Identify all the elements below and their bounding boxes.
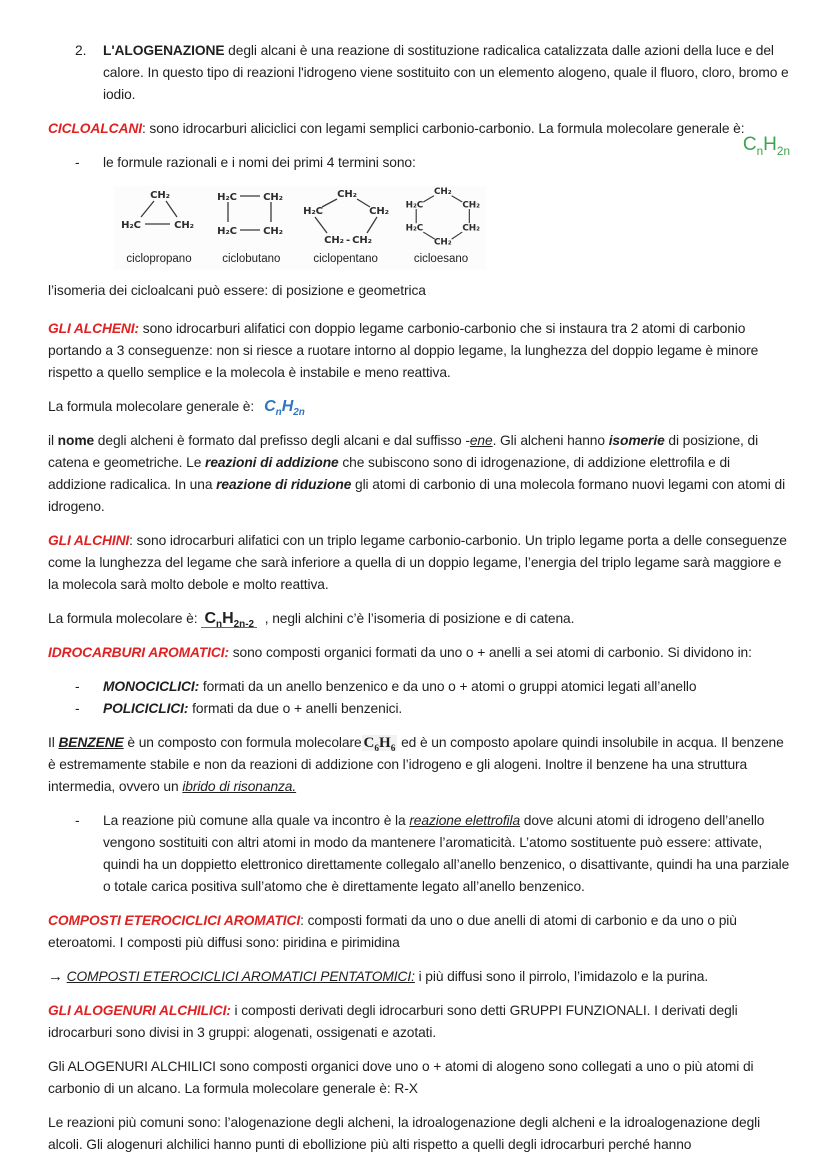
paragraph-nome-alcheni [48,430,790,518]
monociclici-text: formati da un anello benzenico e da uno o + atomi o gruppi atomici legati all’anello [199,679,697,694]
formula-h: H [379,735,391,751]
figure-cycloalkane-structures [114,186,486,270]
atom-h2c: H₂C [405,223,424,234]
paragraph-alogenuri-2: Gli ALOGENURI ALCHILICI sono composti organici dove uno o + atomi di alogeno sono collegati a uno o più atomi di carbonio di un alcano. La formula molecolare generale è: R-X [48,1059,754,1096]
atom-h2c: H₂C [121,220,141,231]
formula-c: C [363,735,375,751]
formula-sub-n: n [275,407,282,419]
label-cicloesano: cicloesano [413,253,469,265]
formula-alchini-after: , negli alchini c’è l’isomeria di posizione e di catena. [261,611,575,626]
paragraph-cicloalcani [48,118,790,140]
paragraph-pentatomici [48,966,790,988]
heading-alcheni: GLI ALCHENI: [48,321,140,336]
ciclopentano-drawing [299,186,393,248]
arrow-icon: → [48,968,63,985]
paragraph-benzene [48,732,790,798]
paragraph-alchini [48,530,790,596]
alcheni-text: sono idrocarburi alifatici con doppio legame carbonio-carbonio che si instaura tra 2 atomi di carbonio portando a 3 conseguenze: non si riesce a ruotare intorno al doppio legame, la lunghezza del doppio legame è minore rispetto a quello semplice e la molecola è instabile e meno reattiva. [48,321,759,380]
label-ciclobutano: ciclobutano [222,253,281,265]
formula-sub-6: 6 [390,744,396,754]
formula-sub-2n-2: 2n-2 [233,619,255,631]
text-run: La reazione più comune alla quale va incontro è la [103,813,410,828]
heading-cicloalcani: CICLOALCANI [48,121,142,136]
bullet-dash: - [75,155,80,170]
atom-ch2: CH₂ [462,223,480,234]
structure-cicloesano [396,186,486,270]
formula-sub-6: 6 [374,744,380,754]
label-ciclopropano: ciclopropano [126,253,192,265]
ciclobutano-drawing [207,186,295,242]
formula-cnh2n-blue [254,398,305,419]
pentatomici-text: i più diffusi sono il pirrolo, l’imidazolo e la purina. [414,969,709,984]
ibrido-risonanza-term: ibrido di risonanza. [182,779,297,794]
structure-ciclopropano [114,186,204,270]
label-ciclopentano: ciclopentano [313,253,378,265]
nome-term: nome [57,433,95,448]
reazione-riduzione-term: reazione di riduzione [216,477,352,492]
formula-h: H [281,398,294,415]
bullet-policiclici-body [103,698,790,720]
monociclici-term: MONOCICLICI: [103,679,200,694]
atom-ch2: CH₂ [462,200,480,211]
atom-ch2: CH₂ [174,220,194,231]
atom-ch2: CH₂ [150,190,170,201]
bullet-dash: - [75,679,80,694]
formula-sub-2n: 2n [293,407,305,419]
formula-alcheni-label: La formula molecolare generale è: [48,399,255,414]
text-run: dove alcuni atomi di idrogeno dell’anello vengono sostituiti con altri atomi in modo da mantenere l’aromaticità. L’atomo sostituente può essere: attivate, quindi ha un doppietto elettronico direttamente collegalo all’anello benzenico, o disattivante, quindi ha una parziale o totale carica positiva sull’atomo che è direttamente legato all’anello benzenico. [103,813,790,894]
bullet-dash: - [75,813,80,828]
text-run: . Gli alcheni hanno [492,433,609,448]
bullet-formule-razionali [48,134,790,174]
text-run: di posizione, di catena e geometriche. Le [48,433,759,470]
pentatomici-term: COMPOSTI ETEROCICLICI AROMATICI PENTATOMICI: [66,969,415,984]
cicloalcani-text: : sono idrocarburi aliciclici con legami semplici carbonio-carbonio. La formula molecolare generale è: [141,121,745,136]
reazione-elettrofila-term: reazione elettrofila [409,813,521,828]
bullet-reazione-elettrofila [48,810,790,898]
text-run: Il [48,735,59,750]
bullet-formule-text: le formule razionali e i nomi dei primi 4 termini sono: [103,155,416,170]
paragraph-reazioni-comuni: Le reazioni più comuni sono: l’alogenazione degli alcheni, la idroalogenazione degli alcheni e la idroalogenazione degli alcoli. Gli alogenuri alchilici hanno punti di ebollizione più alti rispetto a quelli degli idrocarburi perché hanno [48,1115,761,1152]
isomerie-term: isomerie [608,433,665,448]
ene-suffix: ene [469,433,493,448]
text-run: che subiscono sono di idrogenazione, di addizione elettrofila e di addizione radicalica. In una [48,455,731,492]
bullet-reazione-body [103,810,790,898]
heading-eterociclici: COMPOSTI ETEROCICLICI AROMATICI [48,913,301,928]
paragraph-isomeria: l’isomeria dei cicloalcani può essere: di posizione e geometrica [48,283,426,298]
paragraph-alcheni [48,318,790,384]
aromatici-text: sono composti organici formati da uno o + anelli a sei atomi di carbonio. Si dividono in: [228,645,752,660]
formula-c: C [204,610,217,627]
formula-sub-n: n [756,144,764,158]
text-run: ed è un composto apolare quindi insolubile in acqua. Il benzene è estremamente stabile e non da reazioni di addizione con l’idrogeno e gli alogeni. Inoltre il benzene ha una struttura intermedia, ovvero un [48,735,784,794]
formula-h: H [763,134,777,155]
formula-c: C [264,398,276,415]
formula-alchini-label: La formula molecolare è: [48,611,198,626]
eterociclici-text: : composti formati da uno o due anelli di atomi di carbonio e da uno o più eteroatomi. I composti più diffusi sono: piridina e pirimidina [48,913,737,950]
paragraph-formula-alchini [48,608,790,630]
text-run: il [48,433,58,448]
atom-ch2: CH₂ [323,235,344,246]
formula-c6h6 [362,735,398,754]
policiclici-term: POLICICLICI: [103,701,189,716]
structure-ciclobutano [207,186,295,270]
atom-h2c: H₂C [217,226,238,237]
atom-h2c: H₂C [405,200,424,211]
atom-ch2: CH₂ [263,192,284,203]
formula-cnh2n-2 [201,610,257,631]
paragraph-formula-alcheni [48,396,790,418]
alogenazione-term: L'ALOGENAZIONE [103,43,225,58]
text-run: degli alcheni è formato dal prefisso degli alcani e dal suffisso - [94,433,470,448]
ciclopropano-drawing [114,186,204,242]
alogenazione-text: degli alcani è una reazione di sostituzione radicalica catalizzata dalle azioni della luce e del calore. In questo tipo di reazioni l'idrogeno viene sostituito con un elemento alogeno, quale il fluoro, cloro, bromo e iodio. [103,43,789,102]
heading-alogenuri: GLI ALOGENURI ALCHILICI: [48,1003,231,1018]
bullet-monociclici-body [103,676,790,698]
paragraph-eterociclici [48,910,790,954]
atom-ch2: CH₂ [336,189,357,200]
bullet-monociclici [48,676,790,698]
structure-ciclopentano [299,186,393,270]
bullet-policiclici [48,698,790,720]
bond-dash: - [345,235,350,246]
bullet-dash: - [75,701,80,716]
formula-cnh2n-green [743,134,790,156]
atom-ch2: CH₂ [351,235,372,246]
numbered-item-alogenazione [48,40,790,106]
atom-ch2: CH₂ [434,237,452,248]
atom-ch2: CH₂ [434,186,452,197]
text-run: è un composto con formula molecolare [123,735,362,750]
list-number: 2. [75,43,87,58]
formula-c: C [742,134,757,155]
cicloesano-drawing [396,186,486,248]
policiclici-text: formati da due o + anelli benzenici. [188,701,403,716]
formula-sub-2n: 2n [776,144,790,158]
reazioni-addizione-term: reazioni di addizione [205,455,339,470]
benzene-term: BENZENE [58,735,124,750]
text-run: gli atomi di carbonio di una molecola formano nuovi legami con atomi di idrogeno. [48,477,786,514]
atom-h2c: H₂C [302,206,323,217]
formula-h: H [222,610,234,627]
atom-ch2: CH₂ [368,206,389,217]
heading-alchini: GLI ALCHINI [48,533,130,548]
alchini-text: : sono idrocarburi alifatici con un triplo legame carbonio-carbonio. Un triplo legame porta a delle conseguenze come la lunghezza del legame che sarà inferiore a quella di un doppio legame, l’energia del triplo legame sarà maggiore e la molecola sarà molto debole e molto reattiva. [48,533,787,592]
atom-h2c: H₂C [217,192,238,203]
heading-aromatici: IDROCARBURI AROMATICI: [48,645,229,660]
paragraph-aromatici [48,642,790,664]
atom-ch2: CH₂ [263,226,284,237]
numbered-item-body [103,40,790,106]
alogenuri-text: i composti derivati degli idrocarburi sono detti GRUPPI FUNZIONALI. I derivati degli idrocarburi sono divisi in 3 gruppi: alogenati, ossigenati e azotati. [48,1003,738,1040]
paragraph-alogenuri [48,1000,790,1044]
formula-sub-n: n [216,619,223,631]
